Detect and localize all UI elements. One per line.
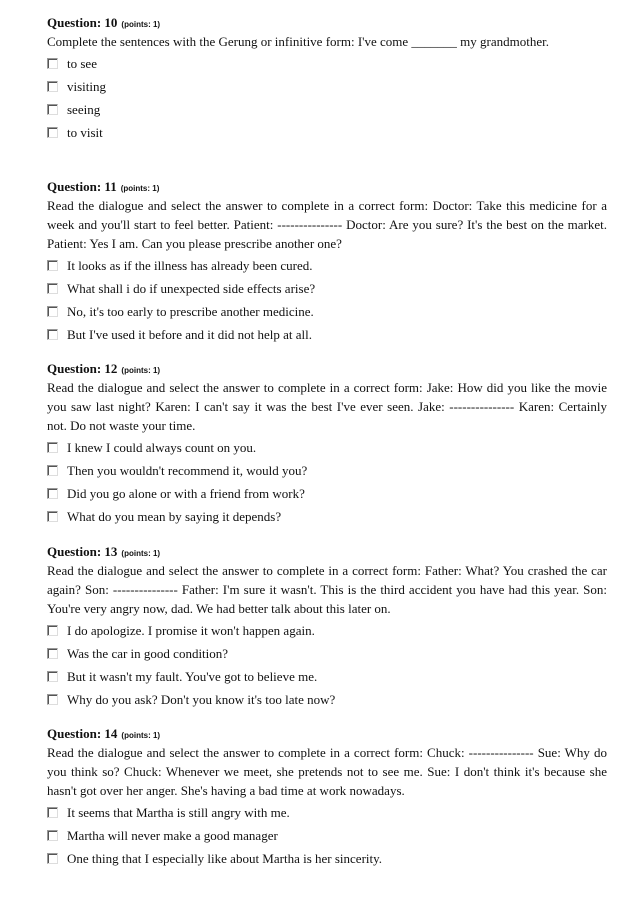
question-header (47, 178, 607, 196)
checkbox-icon[interactable] (47, 625, 58, 636)
option-label: Did you go alone or with a friend from work? (67, 486, 305, 501)
checkbox-icon[interactable] (47, 511, 58, 522)
option-label: But I've used it before and it did not help at all. (67, 327, 312, 342)
checkbox-icon[interactable] (47, 306, 58, 317)
question-points: (points: 1) (121, 366, 161, 375)
option-label: I knew I could always count on you. (67, 440, 257, 455)
answer-option[interactable] (47, 124, 607, 147)
option-label: Then you wouldn't recommend it, would you? (67, 463, 308, 478)
question-points: (points: 1) (121, 20, 161, 29)
checkbox-icon[interactable] (47, 58, 58, 69)
answer-options (47, 622, 607, 714)
answer-option[interactable] (47, 827, 607, 850)
answer-option[interactable] (47, 462, 607, 485)
checkbox-icon[interactable] (47, 807, 58, 818)
option-label: Was the car in good condition? (67, 646, 229, 661)
checkbox-icon[interactable] (47, 488, 58, 499)
answer-options (47, 55, 607, 147)
answer-option[interactable] (47, 645, 607, 668)
option-label: I do apologize. I promise it won't happen again. (67, 623, 315, 638)
question-title: Question: 13 (47, 544, 118, 559)
answer-option[interactable] (47, 55, 607, 78)
checkbox-icon[interactable] (47, 830, 58, 841)
checkbox-icon[interactable] (47, 442, 58, 453)
question-title: Question: 11 (47, 179, 117, 194)
answer-option[interactable] (47, 508, 607, 531)
option-label: What do you mean by saying it depends? (67, 509, 282, 524)
question-13 (47, 543, 607, 714)
answer-option[interactable] (47, 850, 607, 873)
answer-option[interactable] (47, 439, 607, 462)
question-header (47, 14, 607, 32)
answer-option[interactable] (47, 622, 607, 645)
checkbox-icon[interactable] (47, 853, 58, 864)
checkbox-icon[interactable] (47, 671, 58, 682)
question-points: (points: 1) (121, 731, 161, 740)
answer-options (47, 257, 607, 349)
question-header (47, 543, 607, 561)
answer-option[interactable] (47, 101, 607, 124)
question-text: Read the dialogue and select the answer to complete in a correct form: Jake: How did you like the movie you saw last night? Karen: I can't say it was the best I've ever seen. Jake: --------------- Karen: Certainly not. Do not waste your time. (47, 380, 607, 433)
option-label: Why do you ask? Don't you know it's too late now? (67, 692, 336, 707)
answer-option[interactable] (47, 78, 607, 101)
answer-option[interactable] (47, 257, 607, 280)
option-label: visiting (67, 79, 107, 94)
checkbox-icon[interactable] (47, 81, 58, 92)
answer-option[interactable] (47, 303, 607, 326)
answer-option[interactable] (47, 485, 607, 508)
question-text: Read the dialogue and select the answer to complete in a correct form: Father: What? You crashed the car again? Son: --------------- Father: I'm sure it wasn't. This is the third accident you have had this year. Son: You're very angry now, dad. We had better talk about this later on. (47, 563, 607, 616)
option-label: But it wasn't my fault. You've got to believe me. (67, 669, 318, 684)
option-label: to visit (67, 125, 103, 140)
checkbox-icon[interactable] (47, 127, 58, 138)
question-14 (47, 725, 607, 873)
checkbox-icon[interactable] (47, 648, 58, 659)
checkbox-icon[interactable] (47, 694, 58, 705)
option-label: Martha will never make a good manager (67, 828, 278, 843)
checkbox-icon[interactable] (47, 329, 58, 340)
question-text: Complete the sentences with the Gerung or infinitive form: I've come _______ my grandmother. (47, 34, 549, 49)
answer-option[interactable] (47, 326, 607, 349)
question-12 (47, 360, 607, 531)
option-label: It looks as if the illness has already been cured. (67, 258, 313, 273)
option-label: to see (67, 56, 97, 71)
question-title: Question: 12 (47, 361, 118, 376)
question-text: Read the dialogue and select the answer to complete in a correct form: Doctor: Take this medicine for a week and you'll start to feel better. Patient: --------------- Doctor: Are you sure? It's the best on the market. Patient: Yes I am. Can you please prescribe another one? (47, 198, 607, 251)
option-label: seeing (67, 102, 101, 117)
question-points: (points: 1) (121, 549, 161, 558)
answer-options (47, 439, 607, 531)
question-10 (47, 14, 607, 147)
question-header (47, 360, 607, 378)
option-label: One thing that I especially like about Martha is her sincerity. (67, 851, 383, 866)
answer-option[interactable] (47, 691, 607, 714)
answer-options (47, 804, 607, 873)
checkbox-icon[interactable] (47, 104, 58, 115)
option-label: What shall i do if unexpected side effects arise? (67, 281, 316, 296)
option-label: It seems that Martha is still angry with me. (67, 805, 290, 820)
question-title: Question: 14 (47, 726, 118, 741)
question-title: Question: 10 (47, 15, 118, 30)
question-text: Read the dialogue and select the answer to complete in a correct form: Chuck: --------------- Sue: Why do you think so? Chuck: Whenever we meet, she pretends not to see me. Sue: I don't think it's because she hasn't got over her anger. She's having a bad time at work nowadays. (47, 745, 607, 798)
checkbox-icon[interactable] (47, 283, 58, 294)
checkbox-icon[interactable] (47, 260, 58, 271)
answer-option[interactable] (47, 804, 607, 827)
answer-option[interactable] (47, 280, 607, 303)
question-points: (points: 1) (120, 184, 160, 193)
option-label: No, it's too early to prescribe another medicine. (67, 304, 314, 319)
question-header (47, 725, 607, 743)
question-11 (47, 178, 607, 349)
checkbox-icon[interactable] (47, 465, 58, 476)
answer-option[interactable] (47, 668, 607, 691)
